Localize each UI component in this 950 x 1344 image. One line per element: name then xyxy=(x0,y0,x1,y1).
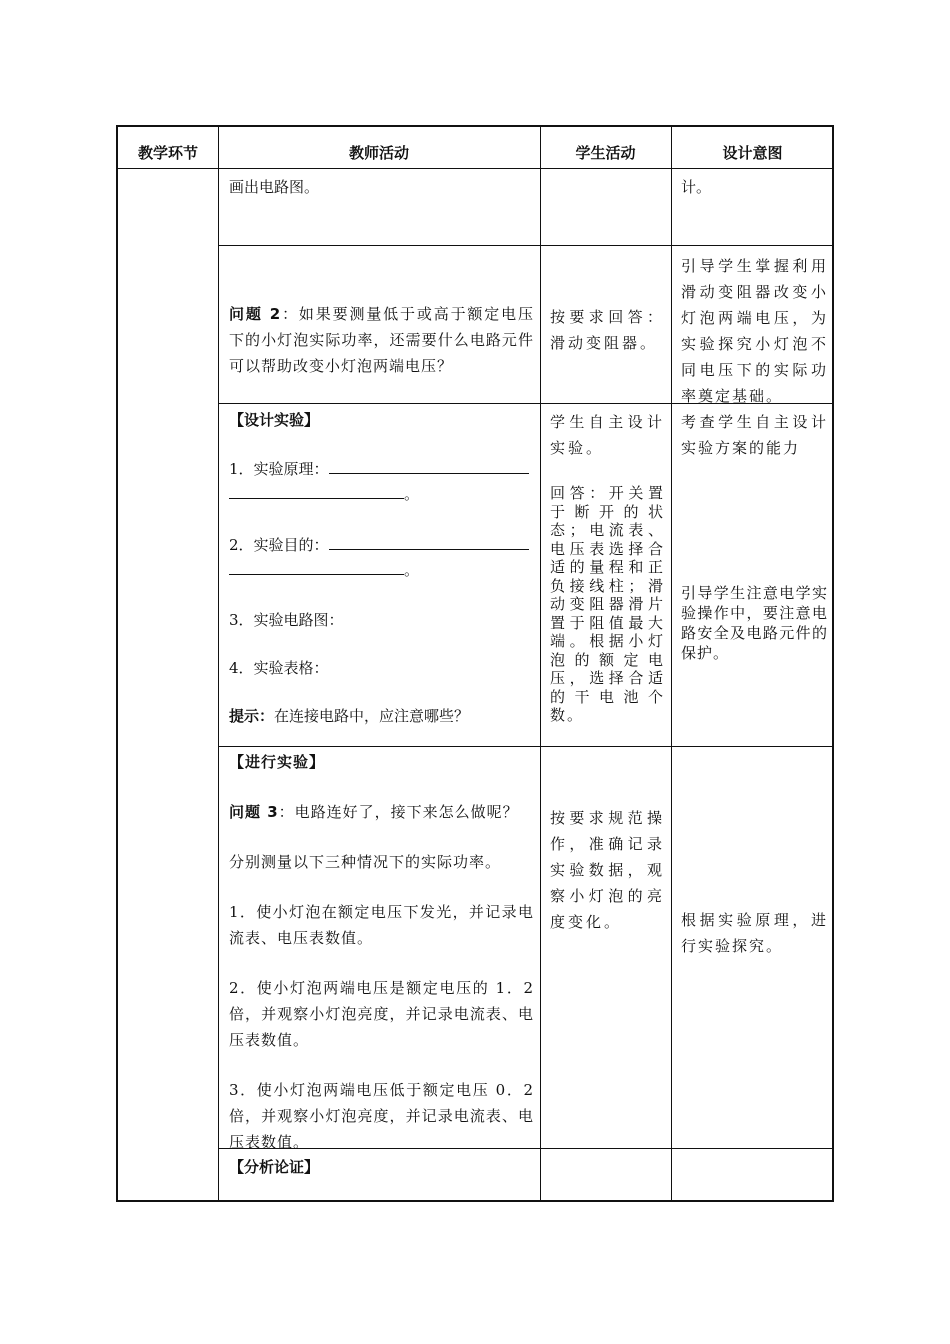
design-experiment-heading: 【设计实验】 xyxy=(229,411,320,429)
header-teaching-stage: 教学环节 xyxy=(137,144,198,162)
student-cell-r4: 按要求规范操作，准确记录实验数据，观察小灯泡的亮度变化。 xyxy=(550,809,665,931)
row-divider xyxy=(218,245,832,246)
teacher-cell-r3 xyxy=(229,407,539,729)
principle-label: 1．实验原理： xyxy=(229,460,329,478)
header-student-activity: 学生活动 xyxy=(575,144,636,162)
column-divider xyxy=(540,127,541,1200)
column-divider xyxy=(671,127,672,1200)
question-3-text: ：电路连好了，接下来怎么做呢？ xyxy=(278,803,519,821)
question-2-label: 问题 2 xyxy=(229,305,282,323)
principle-blank-line[interactable] xyxy=(329,455,529,474)
intent-cell-r4: 根据实验原理，进行实验探究。 xyxy=(681,911,828,955)
teacher-cell-r4 xyxy=(229,749,534,1155)
intent-cell-r1: 计。 xyxy=(681,178,712,196)
hint-text: 在连接电路中，应注意哪些？ xyxy=(274,707,470,725)
intent-cell-r3-a: 考查学生自主设计实验方案的能力 xyxy=(681,413,828,457)
intent-cell-r3-b: 引导学生注意电学实验操作中，要注意电路安全及电路元件的保护。 xyxy=(681,584,828,662)
row-divider xyxy=(218,746,832,747)
teacher-cell-r1: 画出电路图。 xyxy=(229,178,320,196)
circuit-diagram-label: 3．实验电路图： xyxy=(229,611,344,629)
data-table-label: 4．实验表格： xyxy=(229,659,329,677)
student-cell-r2: 按要求回答：滑动变阻器。 xyxy=(550,308,665,352)
student-cell-r3-b: 回答：开关置于断开的状态；电流表、电压表选择合适的量程和正负接线柱；滑动变阻器滑片置于阻值最大端。根据小灯泡的额定电压，选择合适的干电池个数。 xyxy=(550,484,665,724)
step-2: 2．使小灯泡两端电压是额定电压的 1．2 倍，并观察小灯泡亮度，并记录电流表、电压表数值。 xyxy=(229,979,534,1049)
student-cell-r3-a: 学生自主设计实验。 xyxy=(550,413,665,457)
intent-cell-r2: 引导学生掌握利用滑动变阻器改变小灯泡两端电压，为实验探究小灯泡不同电压下的实际功率奠定基础。 xyxy=(681,257,828,405)
teacher-cell-r2 xyxy=(229,301,534,379)
principle-blank-line-2[interactable] xyxy=(229,480,404,499)
purpose-blank-line-2[interactable] xyxy=(229,556,404,575)
header-design-intent: 设计意图 xyxy=(722,144,783,162)
period: 。 xyxy=(404,485,420,503)
column-divider xyxy=(218,127,219,1200)
lesson-plan-table xyxy=(116,125,834,1202)
conduct-experiment-heading: 【进行实验】 xyxy=(229,753,326,771)
hint-label: 提示： xyxy=(229,707,275,725)
step-1: 1．使小灯泡在额定电压下发光，并记录电流表、电压表数值。 xyxy=(229,903,534,947)
purpose-label: 2．实验目的： xyxy=(229,536,329,554)
purpose-blank-line[interactable] xyxy=(329,531,529,550)
analysis-heading: 【分析论证】 xyxy=(229,1158,320,1176)
step-3: 3．使小灯泡两端电压低于额定电压 0．2 倍，并观察小灯泡亮度，并记录电流表、电压表数值。 xyxy=(229,1081,534,1151)
measure-intro: 分别测量以下三种情况下的实际功率。 xyxy=(229,853,502,871)
period: 。 xyxy=(404,561,420,579)
header-teacher-activity: 教师活动 xyxy=(348,144,409,162)
question-3-label: 问题 3 xyxy=(229,803,279,821)
question-2-text: ：如果要测量低于或高于额定电压下的小灯泡实际功率，还需要什么电路元件可以帮助改变小灯泡两端电压？ xyxy=(229,305,534,375)
